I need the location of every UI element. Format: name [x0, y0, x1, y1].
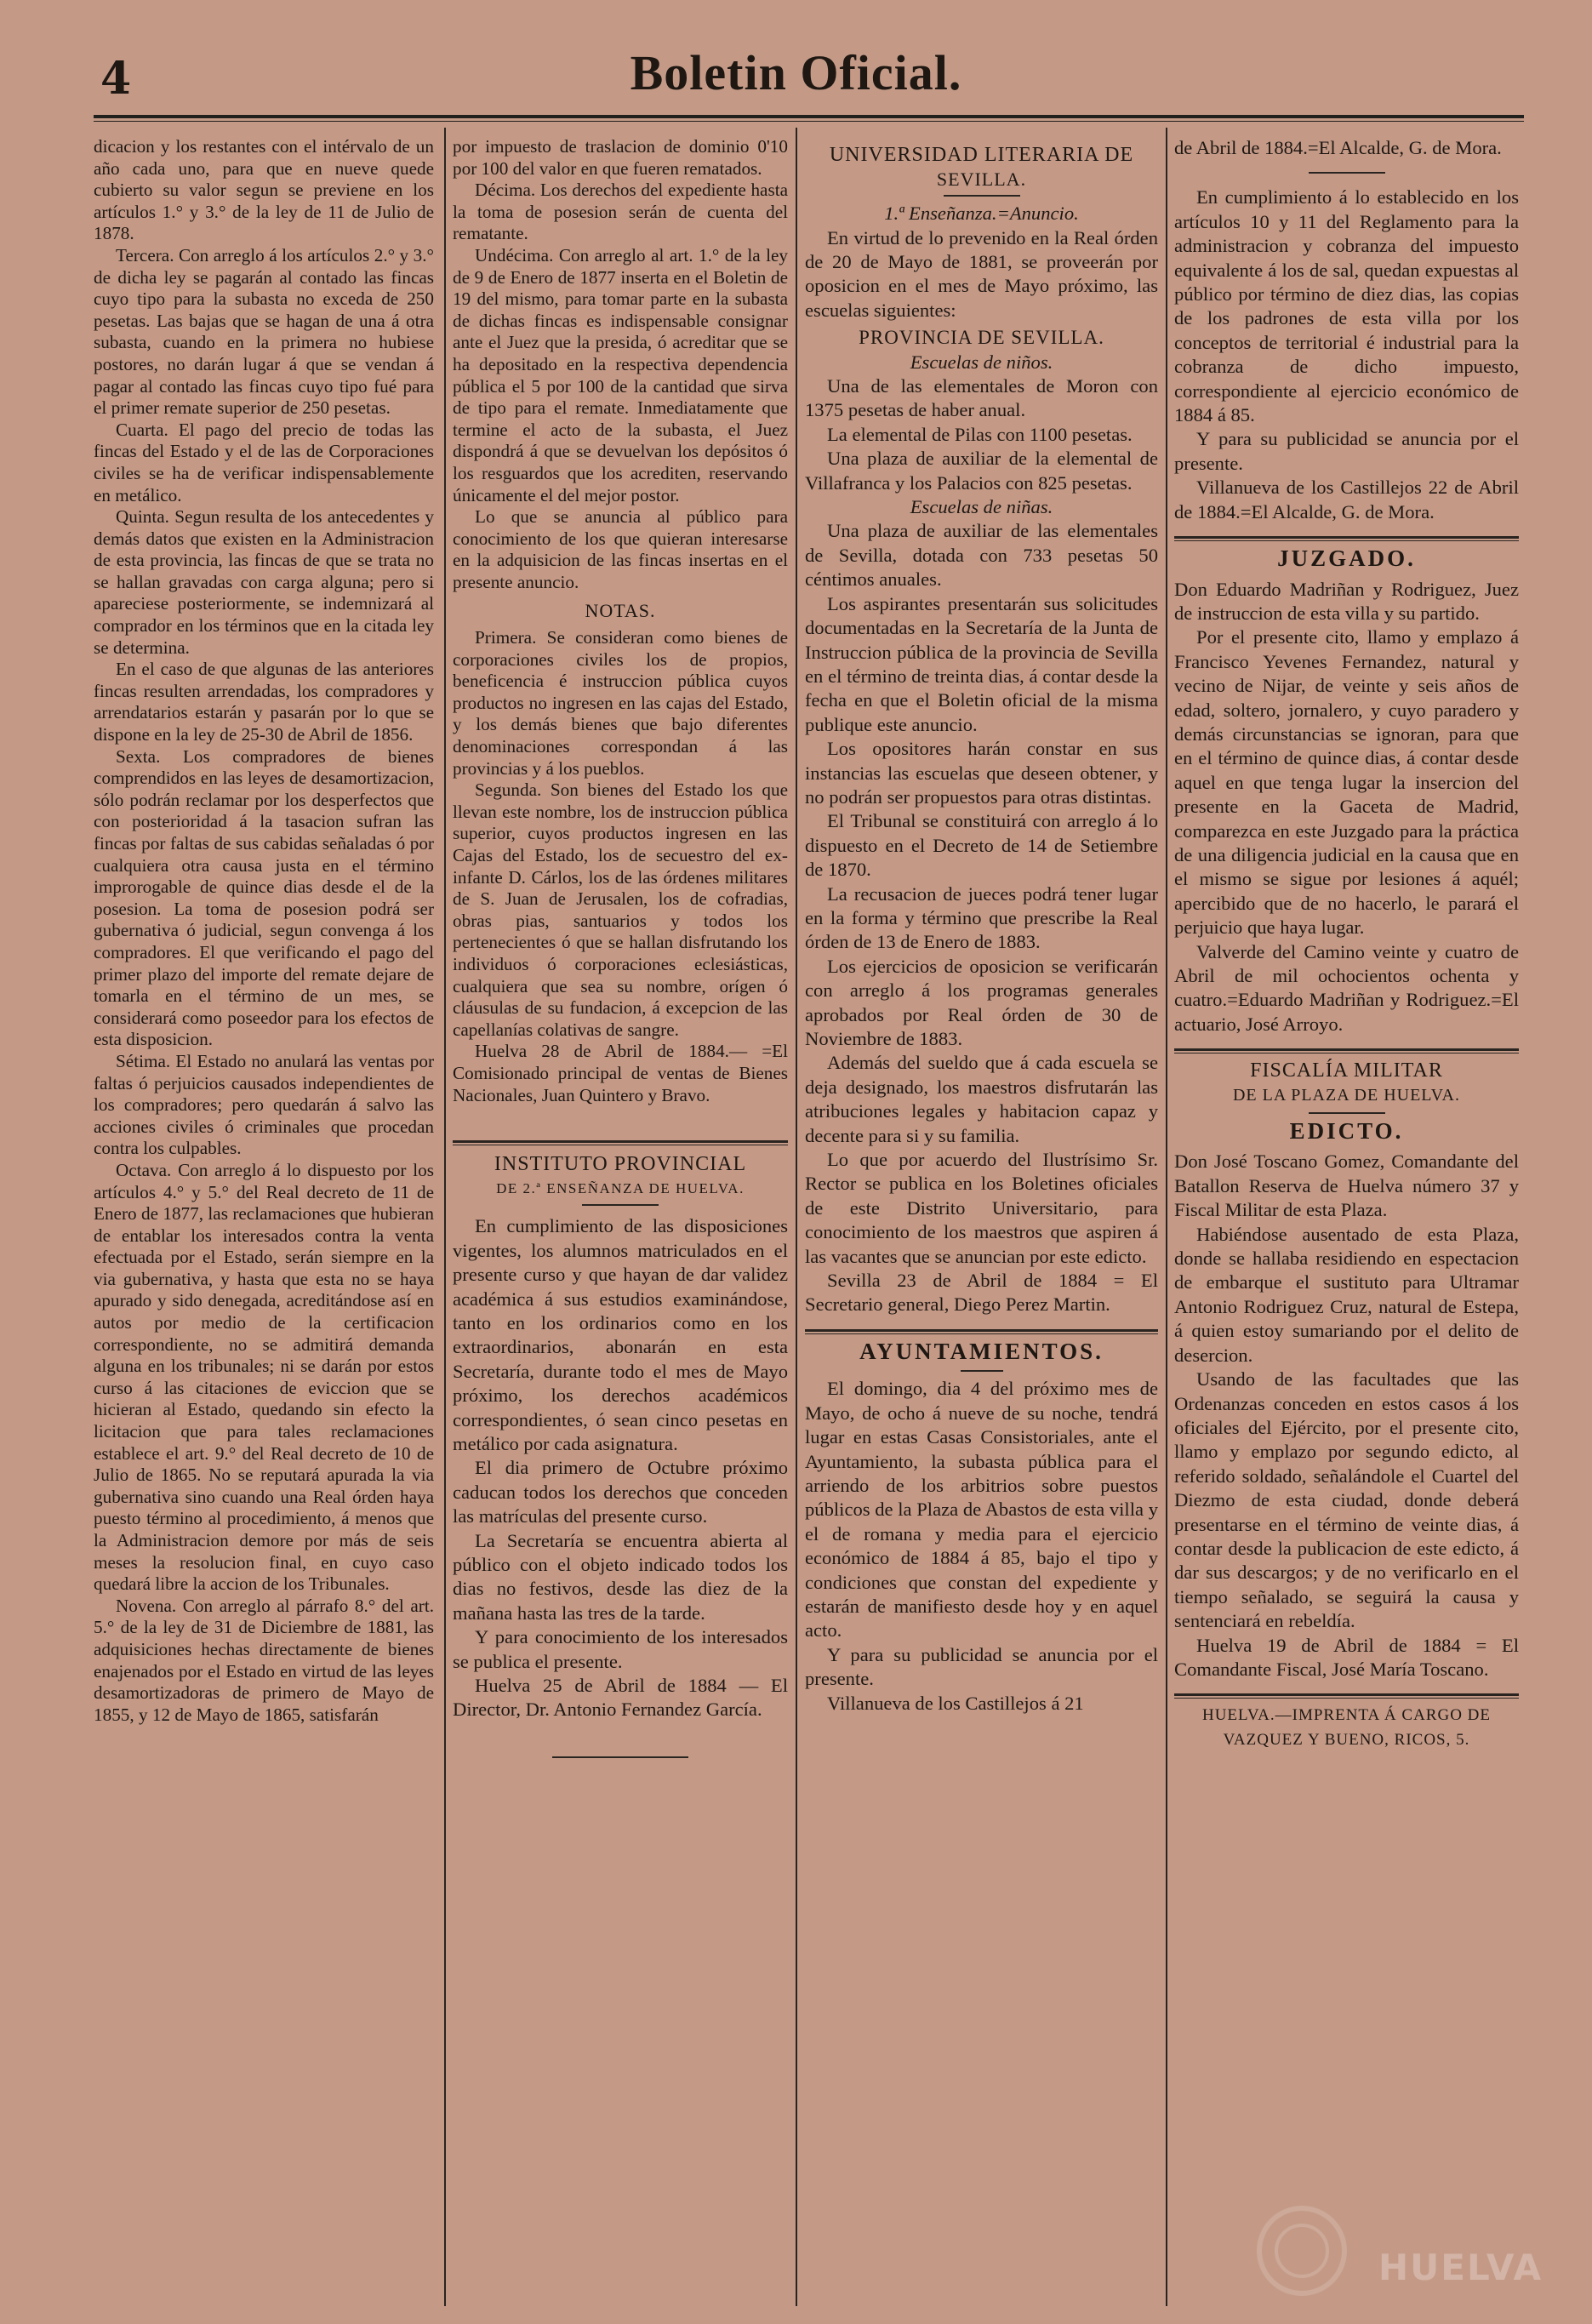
paragraph: Los aspirantes presentarán sus solicitudes documentadas en la Secretaría de la Junta de Instruccion pública de la provincia de Sevilla en el término de treinta dias, á contar desde la fecha en que el Boletin oficial de la misma publique este anuncio.: [805, 592, 1158, 735]
page-number: 4: [100, 53, 132, 105]
fiscalia-heading: FISCALÍA MILITAR: [1250, 1059, 1443, 1082]
paragraph: El Tribunal se constituirá con arreglo á lo dispuesto en el Decreto de 14 de Setiembre de 1870.: [805, 810, 1158, 881]
ayuntamientos-heading: AYUNTAMIENTOS.: [859, 1338, 1104, 1364]
paragraph: por impuesto de traslacion de dominio 0'10 por 100 del valor en que fueren rematados.: [453, 136, 788, 179]
section-rule: [1174, 1048, 1519, 1054]
column-1: [94, 136, 434, 1726]
short-rule: [1309, 1112, 1385, 1114]
column-2: [453, 136, 788, 1763]
section-rule: [453, 1140, 788, 1145]
paragraph: Segunda. Son bienes del Estado los que llevan este nombre, los de instruccion pública superior, cuyos productos ingresen en las Cajas del Estado, los de secuestro del ex-infante D. Cárlos, los de las órdenes militares de S. Juan de Jerusalen, los de cofradias, obras pias, santuarios y todos los pertenecientes ó que se hallan disfrutando los individuos ó corporaciones eclesiásticas, cualquiera que sea su nombre, orígen ó cláusulas de su fundacion, á excepcion de las capellanías colativas de sangre.: [453, 779, 788, 1040]
masthead-title: Boletin Oficial.: [630, 45, 962, 100]
ninas-heading: Escuelas de niñas.: [910, 496, 1053, 518]
paragraph: dicacion y los restantes con el intérvalo de un año cada uno, para que en nueve quede cubierto su valor segun se previene en los artículos 1.° y 3.° de la ley de 11 de Julio de 1878.: [94, 136, 434, 244]
paragraph: Primera. Se consideran como bienes de corporaciones civiles los de propios, beneficencia é instruccion pública cuyos productos no ingresen en las cajas del Estado, y los demás bienes que bajo diferentes denominaciones correspondan á las provincias y á los pueblos.: [453, 627, 788, 779]
paragraph: La Secretaría se encuentra abierta al público con el objeto indicado todos los dias no festivos, desde las diez de la mañana hasta las tres de la tarde.: [453, 1529, 788, 1624]
paragraph: Una de las elementales de Moron con 1375 pesetas de haber anual.: [805, 375, 1158, 421]
watermark-text: HUELVA: [1378, 2247, 1543, 2288]
column-divider-2: [796, 128, 797, 2306]
paragraph: En cumplimiento á lo establecido en los artículos 10 y 11 del Reglamento para la administracion y cobranza del impuesto equivalente á los de sal, quedan expuestas al público por término de diez dias, las copias de los padrones de esta villa por los conceptos de territorial é industrial para la cobranza de dicho impuesto, correspondiente al ejercicio económico de 1884 á 85.: [1174, 186, 1519, 426]
paragraph: Don Eduardo Madriñan y Rodriguez, Juez de instruccion de esta villa y su partido.: [1174, 578, 1519, 624]
short-rule: [582, 1204, 659, 1206]
paragraph: Sétima. El Estado no anulará las ventas por faltas ó perjuicios causados independientes de los compradores; pero quedarán á salvo las acciones civiles ó criminales que procedan contra los culpables.: [94, 1050, 434, 1159]
paragraph: Huelva 19 de Abril de 1884 = El Comandante Fiscal, José María Toscano.: [1174, 1634, 1519, 1680]
paragraph: La recusacion de jueces podrá tener lugar en la forma y término que prescribe la Real órden de 13 de Enero de 1883.: [805, 882, 1158, 953]
header-rule-thin: [94, 121, 1524, 122]
short-rule: [961, 1370, 1003, 1372]
paragraph: Lo que se anuncia al público para conocimiento de los que quieran interesarse en la adquisicion de las fincas insertas en el presente anuncio.: [453, 506, 788, 592]
edicto-heading: EDICTO.: [1289, 1118, 1404, 1145]
paragraph: Valverde del Camino veinte y cuatro de Abril de mil ochocientos ochenta y cuatro.=Eduardo Madriñan y Rodriguez.=El actuario, José Arroyo.: [1174, 940, 1519, 1035]
universidad-heading: UNIVERSIDAD LITERARIA DE: [829, 144, 1134, 166]
paragraph: En cumplimiento de las disposiciones vigentes, los alumnos matriculados en el presente curso y que hayan de dar validez académica á sus estudios examinándose, tanto en los ordinarios como en los extraordinarios, abonarán en esta Secretaría, durante todo el mes de Mayo próximo, los derechos académicos correspondientes, ó sean cinco pesetas en metálico por cada asignatura.: [453, 1215, 788, 1454]
instituto-heading: INSTITUTO PROVINCIAL: [494, 1153, 747, 1176]
paragraph: Don José Toscano Gomez, Comandante del Batallon Reserva de Huelva número 37 y Fiscal Militar de esta Plaza.: [1174, 1151, 1519, 1221]
column-3: [805, 136, 1158, 1716]
paragraph: En el caso de que algunas de las anteriores fincas resulten arrendadas, los compradores y arrendatarios estarán y pasarán por lo que se dispone en la ley de 25-30 de Abril de 1856.: [94, 659, 434, 745]
paragraph: Undécima. Con arreglo al art. 1.° de la ley de 9 de Enero de 1877 inserta en el Boletin de 19 del mismo, para tomar parte en la subasta de dichas fincas es indispensable consignar ante el Juez que la presida, ó acreditar que se ha depositado en la respectiva dependencia pública el 5 por 100 de la cantidad que sirva de tipo para el remate. Inmediatamente que termine el acto de la subasta, el Juez dispondrá á que se devuelvan los depósitos ó los resguardos que los acrediten, reservando únicamente el del mejor postor.: [453, 244, 788, 505]
paragraph: Y para conocimiento de los interesados se publica el presente.: [453, 1626, 788, 1672]
paragraph: Villanueva de los Castillejos á 21: [827, 1692, 1084, 1714]
ensenanza-label: 1.ª Enseñanza.=Anuncio.: [884, 203, 1079, 225]
paragraph: Una plaza de auxiliar de las elementales de Sevilla, dotada con 733 pesetas 50 céntimos anuales.: [805, 520, 1158, 591]
paragraph: Huelva 28 de Abril de 1884.— =El Comisionado principal de ventas de Bienes Nacionales, Juan Quintero y Bravo.: [453, 1041, 788, 1105]
short-rule: [944, 195, 1020, 197]
imprint-line-2: VAZQUEZ Y BUENO, RICOS, 5.: [1223, 1730, 1470, 1749]
paragraph: En virtud de lo prevenido en la Real órden de 20 de Mayo de 1881, se proveerán por oposicion en el mes de Mayo próximo, las escuelas siguientes:: [805, 226, 1158, 321]
paragraph: Huelva 25 de Abril de 1884 — El Director, Dr. Antonio Fernandez García.: [453, 1675, 788, 1721]
instituto-subheading: DE 2.ª ENSEÑANZA DE HUELVA.: [496, 1179, 745, 1196]
universidad-subheading: SEVILLA.: [936, 168, 1027, 190]
paragraph: Por el presente cito, llamo y emplazo á Francisco Yevenes Fernandez, natural y vecino de Nijar, de veinte y seis años de edad, soltero, jornalero, y cuyo paradero y demás circunstancias se ignoran, para que en el término de quince dias, á contar desde aquel en que tenga lugar la insercion del presente en la Gaceta de Madrid, comparezca en este Juzgado para la práctica de una diligencia judicial en la causa que en el mismo se sigue por lesiones á aquél; apercibido que de no hacerlo, le parará el perjuicio que haya lugar.: [1174, 626, 1519, 939]
paragraph: Habiéndose ausentado de esta Plaza, donde se hallaba residiendo en espectacion de embarque el sustituto para Ultramar Antonio Rodriguez Cruz, natural de Estepa, á quien estoy sumariando por el delito de desercion.: [1174, 1223, 1519, 1366]
paragraph: Sexta. Los compradores de bienes comprendidos en las leyes de desamortizacion, sólo podrán reclamar por los desperfectos que con posterioridad á la tasacion sufran las fincas por faltas de sus cabidas señaladas ó por cualquiera otra causa justa en el término improrogable de quince dias desde el de la posesion. La toma de posesion podrá ser gubernativa ó judicial, segun convenga á los compradores. El que verificando el pago del primer plazo del importe del remate dejare de tomarla en el término de un mes, se considerará como poseedor para los efectos de esta disposicion.: [94, 745, 434, 1050]
juzgado-heading: JUZGADO.: [1277, 545, 1416, 572]
provincia-heading: PROVINCIA DE SEVILLA.: [859, 327, 1104, 349]
paragraph: Además del sueldo que á cada escuela se deja designado, los maestros disfrutarán las atribuciones legales y habitacion capaz y decente para si y su familia.: [805, 1052, 1158, 1146]
paragraph: Décima. Los derechos del expediente hasta la toma de posesion serán de cuenta del rematante.: [453, 180, 788, 244]
paragraph: Quinta. Segun resulta de los antecedentes y demás datos que existen en la Administracion de esta provincia, las fincas de que se trata no se hallan gravadas con carga alguna; pero si apareciese posteriormente, se indemnizará al comprador en los términos que en la citada ley se determina.: [94, 506, 434, 658]
paragraph: Tercera. Con arreglo á los artículos 2.° y 3.° de dicha ley se pagarán al contado las fincas cuyo tipo para la subasta no exceda de 250 pesetas. Las bajas que se hagan de una á otra subasta, cuando en la primera no hubiese postores, no darán lugar á que se vendan á pagar al contado las fincas cuyo tipo fué para el primer remate superior de 250 pesetas.: [94, 244, 434, 419]
paragraph: Los ejercicios de oposicion se verificarán con arreglo á los programas generales aprobados por Real órden de 30 de Noviembre de 1883.: [805, 955, 1158, 1049]
short-rule: [1309, 172, 1385, 174]
column-divider-1: [444, 128, 446, 2306]
paragraph: Lo que por acuerdo del Ilustrísimo Sr. Rector se publica en los Boletines oficiales de este Distrito Universitario, para conocimiento de los maestros que aspiren á las vacantes que se anuncian por este edicto.: [805, 1149, 1158, 1267]
paragraph: La elemental de Pilas con 1100 pesetas.: [827, 423, 1133, 445]
end-rule: [552, 1756, 688, 1758]
paragraph: Sevilla 23 de Abril de 1884 = El Secretario general, Diego Perez Martin.: [805, 1270, 1158, 1316]
column-divider-3: [1166, 128, 1167, 2306]
paragraph: Usando de las facultades que las Ordenanzas conceden en estos casos á los oficiales del Ejército, por el presente cito, llamo y emplazo por segundo edicto, al referido soldado, señalándole el Cuartel del Diezmo de esta ciudad, donde deberá presentarse en el término de veinte dias, á contar desde la publicacion de este edicto, á dar sus descargos; y de no verificarlo en el tiempo señalado, se seguirá la causa y sentenciará en rebeldía.: [1174, 1368, 1519, 1632]
paragraph: Octava. Con arreglo á lo dispuesto por los artículos 4.° y 5.° del Real decreto de 11 de Enero de 1877, las reclamaciones que hubieran de entablar los interesados contra la venta efectuada por el Estado, serán siempre en la via gubernativa, y hasta que esta no se haya apurado y sido denegada, acreditándose así en autos por medio de la certificacion correspondiente, no se admitirá demanda alguna en los tribunales; ni se darán por estos curso á las citaciones de eviccion que se hicieran al Estado, quedando sin efecto la licitacion que para tales reclamaciones establece el art. 9.° del Real decreto de 10 de Julio de 1865. No se reputará apurada la via gubernativa sino cuando una Real órden haya puesto término al procedimiento, á menos que la Administracion demore por más de seis meses la resolucion final, en cuyo caso quedará libre la accion de los Tribunales.: [94, 1159, 434, 1595]
paragraph: de Abril de 1884.=El Alcalde, G. de Mora.: [1174, 137, 1502, 158]
header-rule: [94, 115, 1524, 118]
ninos-heading: Escuelas de niños.: [910, 351, 1053, 373]
paragraph: Villanueva de los Castillejos 22 de Abril de 1884.=El Alcalde, G. de Mora.: [1174, 477, 1519, 522]
paragraph: El domingo, dia 4 del próximo mes de Mayo, de ocho á nueve de su noche, tendrá lugar en estas Casas Consistoriales, ante el Ayuntamiento, la subasta pública para el arriendo de los arbitrios sobre puestos públicos de la Plaza de Abastos de esta villa y el de romana y media para el ejercicio económico de 1884 á 85, bajo el tipo y condiciones que constan del expediente y estarán de manifiesto desde hoy y en aquel acto.: [805, 1378, 1158, 1642]
paragraph: Una plaza de auxiliar de la elemental de Villafranca y los Palacios con 825 pesetas.: [805, 448, 1158, 494]
notas-heading: NOTAS.: [585, 600, 656, 622]
section-rule: [1174, 1693, 1519, 1699]
paragraph: Novena. Con arreglo al párrafo 8.° del art. 5.° de la ley de 31 de Diciembre de 1881, las adquisiciones hechas directamente de bienes enajenados por el Estado en virtud de las leyes desamortizadoras de primero de Mayo de 1855, y 12 de Mayo de 1865, satisfarán: [94, 1595, 434, 1725]
fiscalia-subheading: DE LA PLAZA DE HUELVA.: [1232, 1085, 1460, 1105]
imprint-line-1: HUELVA.—IMPRENTA Á CARGO DE: [1201, 1706, 1491, 1725]
paragraph: Y para su publicidad se anuncia por el presente.: [1174, 428, 1519, 474]
section-rule: [1174, 536, 1519, 541]
section-rule: [805, 1329, 1158, 1334]
paragraph: Y para su publicidad se anuncia por el presente.: [805, 1643, 1158, 1690]
column-4: [1174, 136, 1519, 1752]
paragraph: Cuarta. El pago del precio de todas las fincas del Estado y el de las de Corporaciones civiles se ha de verificar indispensablemente en metálico.: [94, 419, 434, 505]
paragraph: El dia primero de Octubre próximo caducan todos los derechos que conceden las matrículas del presente curso.: [453, 1457, 788, 1527]
paragraph: Los opositores harán constar en sus instancias las escuelas que deseen obtener, y no podrán ser propuestos para otras distintas.: [805, 738, 1158, 808]
